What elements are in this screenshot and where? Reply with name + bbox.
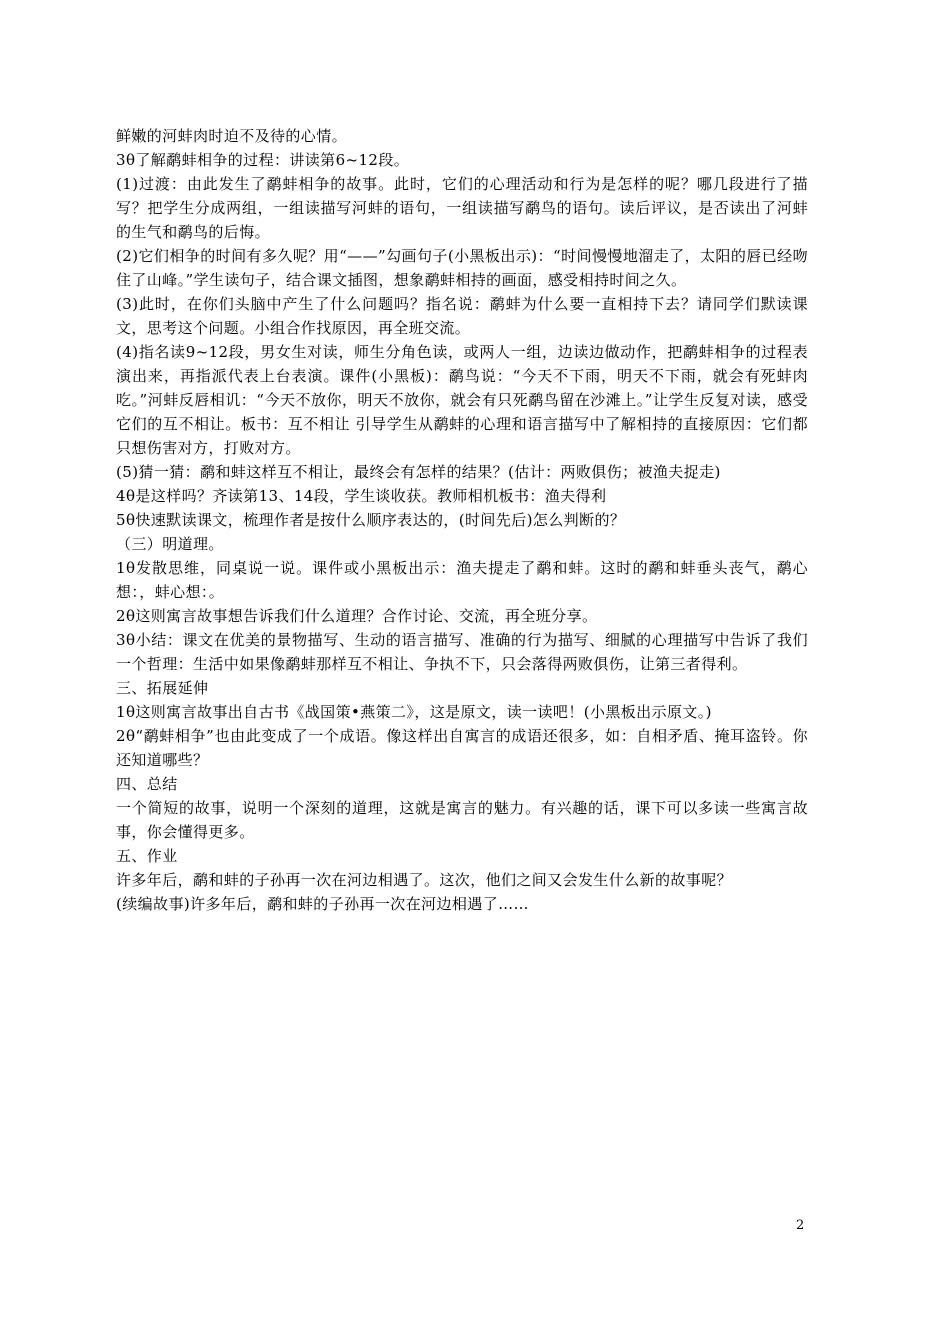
section-heading-summary: 四、总结 (116, 775, 178, 793)
paragraph-15: 1θ这则寓言故事出自古书《战国策•燕策二》，这是原文，读一读吧！(小黑板出示原文。) (116, 703, 712, 721)
paragraph-3: (1)过渡：由此发生了鹬蚌相争的故事。此时，它们的心理活动和行为是怎样的呢？哪几段进行了描写？把学生分成两组，一组读描写河蚌的语句，一组读描写鹬鸟的语句。读后评议，是否读出了河蚌的生气和鹬鸟的后悔。 (116, 175, 808, 241)
document-body (116, 124, 808, 916)
paragraph-18: 一个简短的故事，说明一个深刻的道理，这就是寓言的魅力。有兴趣的话，课下可以多读一些寓言故事，你会懂得更多。 (116, 799, 808, 841)
paragraph-4: (2)它们相争的时间有多久呢？用“——”勾画句子(小黑板出示)：“时间慢慢地溜走了，太阳的唇已经吻住了山峰。”学生读句子，结合课文插图，想象鹬蚌相持的画面，感受相持时间之久。 (116, 247, 808, 289)
paragraph-9: 5θ快速默读课文，梳理作者是按什么顺序表达的，(时间先后)怎么判断的？ (116, 511, 626, 529)
paragraph-11: 1θ发散思维，同桌说一说。课件或小黑板出示：渔夫提走了鹬和蚌。这时的鹬和蚌垂头丧气，鹬心想：，蚌心想：。 (116, 559, 808, 601)
paragraph-12: 2θ这则寓言故事想告诉我们什么道理？合作讨论、交流，再全班分享。 (116, 607, 598, 625)
paragraph-16: 2θ“鹬蚌相争”也由此变成了一个成语。像这样出自寓言的成语还很多，如：自相矛盾、掩耳盗铃。你还知道哪些？ (116, 727, 808, 769)
section-heading-homework: 五、作业 (116, 847, 178, 865)
paragraph-13: 3θ小结：课文在优美的景物描写、生动的语言描写、准确的行为描写、细腻的心理描写中告诉了我们一个哲理：生活中如果像鹬蚌那样互不相让、争执不下，只会落得两败俱伤，让第三者得利。 (116, 631, 808, 673)
page-number: 2 (796, 1218, 805, 1233)
paragraph-6: (4)指名读9~12段，男女生对读，师生分角色读，或两人一组，边读边做动作，把鹬蚌相争的过程表演出来，再指派代表上台表演。课件(小黑板)：鹬鸟说：“今天不下雨，明天不下雨，就会有死蚌肉吃。”河蚌反唇相讥：“今天不放你，明天不放你，就会有只死鹬鸟留在沙滩上。”让学生反复对读，感受它们的互不相让。板书：互不相让 引导学生从鹬蚌的心理和语言描写中了解相持的直接原因：它们都只想伤害对方，打败对方。 (116, 343, 808, 457)
paragraph-20: 许多年后，鹬和蚌的子孙再一次在河边相遇了。这次，他们之间又会发生什么新的故事呢？ (116, 871, 733, 889)
paragraph-21: (续编故事)许多年后，鹬和蚌的子孙再一次在河边相遇了…… (116, 895, 529, 913)
paragraph-1: 鲜嫩的河蚌肉时迫不及待的心情。 (116, 127, 348, 145)
section-heading-extension: 三、拓展延伸 (116, 679, 209, 697)
section-heading-3: （三）明道理。 (116, 535, 224, 553)
paragraph-8: 4θ是这样吗？齐读第13、14段，学生谈收获。教师相机板书：渔夫得利 (116, 487, 607, 505)
paragraph-5: (3)此时，在你们头脑中产生了什么问题吗？指名说：鹬蚌为什么要一直相持下去？请同学们默读课文，思考这个问题。小组合作找原因，再全班交流。 (116, 295, 808, 337)
paragraph-7: (5)猜一猜：鹬和蚌这样互不相让，最终会有怎样的结果？(估计：两败俱伤；被渔夫捉走) (116, 463, 721, 481)
paragraph-2: 3θ了解鹬蚌相争的过程：讲读第6~12段。 (116, 151, 410, 169)
